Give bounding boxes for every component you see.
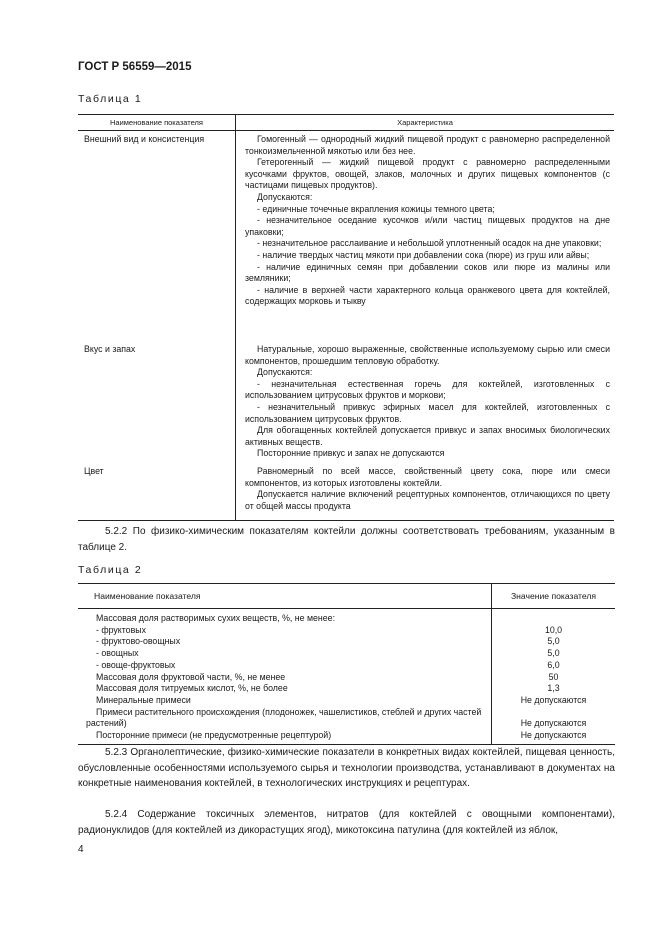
table-row xyxy=(78,460,614,521)
table2-row-name: Массовая доля титруемых кислот, %, не более xyxy=(78,683,492,695)
table1-header-name: Наименование показателя xyxy=(78,115,236,131)
desc-line: Допускаются: xyxy=(257,367,313,378)
table1 xyxy=(78,114,614,521)
table2-row-value: 6,0 xyxy=(547,659,560,670)
table2-row-name: - овоще-фруктовых xyxy=(78,660,492,672)
desc-line: - наличие единичных семян при добавлении соков или пюре из малины или земляники; xyxy=(245,261,610,284)
paragraph-5-2-2: 5.2.2 По физико-химическим показателям коктейли должны соответствовать требованиям, указанным в таблице 2. xyxy=(78,526,615,553)
table2 xyxy=(78,583,615,745)
table2-row-value: Не допускаются xyxy=(520,694,587,705)
table2-row-value: Не допускаются xyxy=(492,730,616,744)
standard-code: ГОСТ Р 56559—2015 xyxy=(78,61,192,73)
table2-row-value: 5,0 xyxy=(547,636,560,647)
table2-row-name: Массовая доля растворимых сухих веществ, %, не менее: xyxy=(78,609,492,625)
table-row xyxy=(78,625,615,637)
table2-row-name: Минеральные примеси xyxy=(78,695,492,707)
table1-header-characteristic: Характеристика xyxy=(236,115,615,131)
paragraph-5-2-3: 5.2.3 Органолептические, физико-химические показатели в конкретных видах коктейлей, пищевая ценность, обусловленные особенностями используемого сырья и технологии производства, устанавливают в документах на конкретные наименования коктейлей, в технологических инструкциях и рецептурах. xyxy=(78,747,615,790)
table-row xyxy=(78,730,615,744)
table1-row-desc xyxy=(236,460,615,521)
desc-line: Гетерогенный — жидкий пищевой продукт с равномерно распределенными кусочками фруктов, овощей, злаков, молочных и других пищевых компонентов (с частицами пищевых продуктов). xyxy=(245,157,610,191)
table2-row-value: 5,0 xyxy=(547,648,560,659)
table2-row-value: 1,3 xyxy=(547,683,560,694)
table2-row-name: - фруктово-овощных xyxy=(78,636,492,648)
desc-line: Натуральные, хорошо выраженные, свойственные используемому сырью или смеси компонентов, прошедшим тепловую обработку. xyxy=(245,344,610,366)
desc-line: - наличие в верхней части характерного кольца оранжевого цвета для коктейлей, содержащих морковь и тыкву xyxy=(245,284,610,307)
desc-line: Равномерный по всей массе, свойственный цвету сока, пюре или смеси компонентов, из которых изготовлены коктейли. xyxy=(245,465,610,488)
desc-line: Гомогенный — однородный жидкий пищевой продукт с равномерно распределенной тонкоизмельченной мякотью или без нее. xyxy=(245,134,610,156)
desc-line: Для обогащенных коктейлей допускается привкус и запах вносимых биологических активных веществ. xyxy=(245,425,610,447)
table-row xyxy=(78,707,615,730)
desc-line: - незначительное оседание кусочков и/или частиц пищевых продуктов на дне упаковки; xyxy=(245,215,610,237)
desc-line: - наличие твердых частиц мякоти при добавлении сока (пюре) из груш или айвы; xyxy=(257,249,590,260)
table1-row-name: Вкус и запах xyxy=(78,335,236,460)
table1-row-desc xyxy=(236,335,615,460)
table-row xyxy=(78,648,615,660)
table2-header-value: Значение показателя xyxy=(492,584,616,609)
table2-header-name: Наименование показателя xyxy=(78,584,492,609)
table1-row-name: Цвет xyxy=(78,460,236,521)
table2-row-name: - фруктовых xyxy=(78,625,492,637)
table2-row-name: Посторонние примеси (не предусмотренные рецептурой) xyxy=(78,730,492,744)
table-row xyxy=(78,672,615,684)
table-row xyxy=(78,695,615,707)
table2-caption: Таблица 2 xyxy=(78,564,143,576)
desc-line: - незначительное расслаивание и небольшой уплотненный осадок на дне упаковки; xyxy=(257,238,602,249)
table2-row-value: 50 xyxy=(548,671,559,682)
table2-row-value: Не допускаются xyxy=(520,718,587,729)
table1-caption: Таблица 1 xyxy=(78,93,143,105)
table2-row-value: 10,0 xyxy=(544,624,563,635)
table1-row-name: Внешний вид и консистенция xyxy=(78,131,236,336)
table-row xyxy=(78,335,614,460)
table-row xyxy=(78,660,615,672)
desc-line: Посторонние привкус и запах не допускаются xyxy=(257,448,445,459)
table2-row-name: - овощных xyxy=(78,648,492,660)
paragraph-5-2-4: 5.2.4 Содержание токсичных элементов, нитратов (для коктейлей с овощными компонентами), радионуклидов (для коктейлей из дикорастущих ягод), микотоксина патулина (для коктейлей из яблок, xyxy=(78,809,615,836)
table-row xyxy=(78,636,615,648)
desc-line: - незначительный привкус эфирных масел для коктейлей, изготовленных с использованием цитрусовых фруктов. xyxy=(245,401,610,424)
desc-line: Допускаются: xyxy=(257,191,313,202)
table2-row-name: Примеси растительного происхождения (плодоножек, чашелистиков, стеблей и других частей растений) xyxy=(78,707,492,730)
table2-row-value xyxy=(492,609,616,625)
desc-line: - единичные точечные вкрапления кожицы темного цвета; xyxy=(257,203,495,214)
desc-line: Допускается наличие включений рецептурных компонентов, отличающихся по цвету от общей массы продукта xyxy=(245,489,610,511)
table1-row-desc xyxy=(236,131,615,336)
table2-row-name: Массовая доля фруктовой части, %, не менее xyxy=(78,672,492,684)
table-row xyxy=(78,131,614,336)
table-row xyxy=(78,683,615,695)
table-row xyxy=(78,609,615,625)
page-number: 4 xyxy=(78,844,84,855)
desc-line: - незначительная естественная горечь для коктейлей, изготовленных с использованием цитрусовых фруктов и моркови; xyxy=(245,378,610,401)
